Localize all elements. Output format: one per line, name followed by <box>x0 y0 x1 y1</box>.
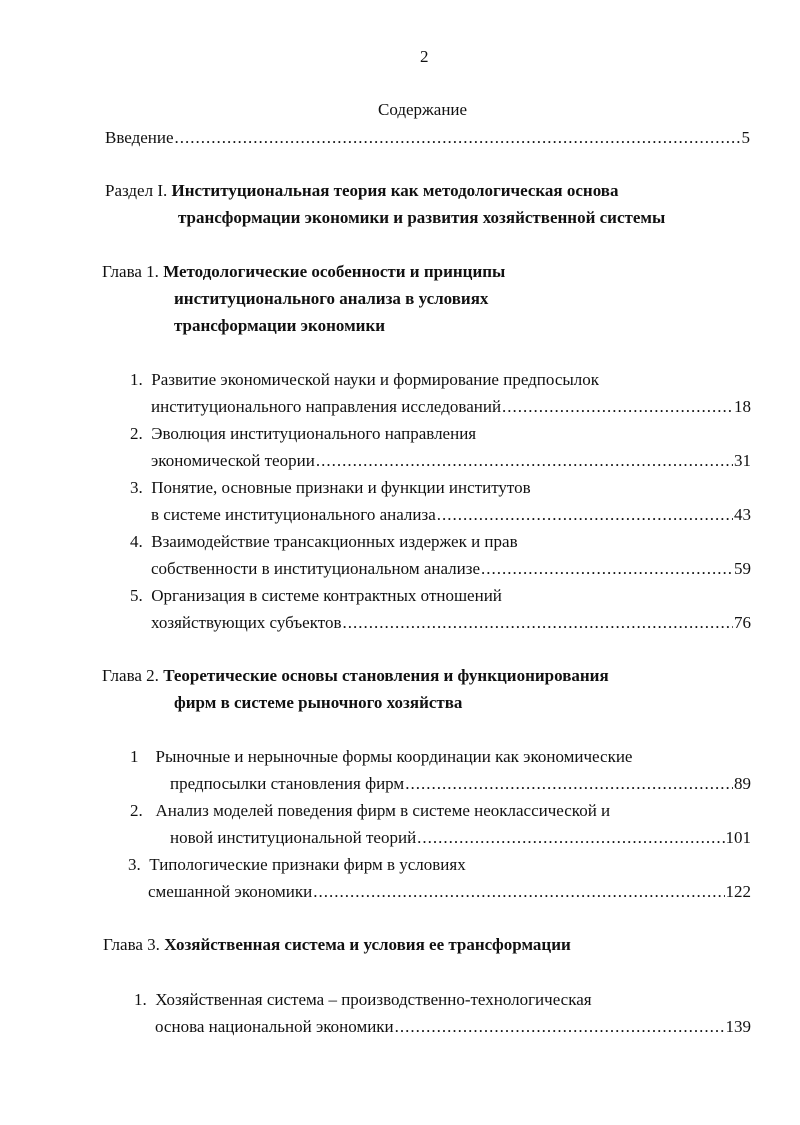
toc-item-page: 139 <box>725 1017 751 1036</box>
dot-leader <box>417 828 724 848</box>
chapter3-title: Хозяйственная система и условия ее трансформации <box>164 935 571 954</box>
toc-item-line2: хозяйствующих субъектов <box>151 613 342 632</box>
toc-item <box>130 532 518 552</box>
toc-item-line1: Развитие экономической науки и формирование предпосылок <box>151 370 600 389</box>
toc-item-line2: новой институциональной теорий <box>170 828 417 847</box>
toc-item-line1: Понятие, основные признаки и функции институтов <box>151 478 531 497</box>
toc-item <box>128 855 466 875</box>
toc-item <box>130 370 599 390</box>
section-title-line1: Институциональная теория как методологическая основа <box>171 181 619 200</box>
dot-leader <box>342 613 733 633</box>
toc-item-line1: Взаимодействие трансакционных издержек и прав <box>151 532 518 551</box>
toc-item-page: 89 <box>734 774 751 793</box>
toc-item-line1: Типологические признаки фирм в условиях <box>149 855 466 874</box>
chapter1-title-line3: трансформации экономики <box>174 316 386 335</box>
toc-item-line1: Хозяйственная система – производственно-технологическая <box>155 990 592 1009</box>
toc-item-page: 101 <box>725 828 751 847</box>
toc-entry-label: Введение <box>105 128 174 147</box>
dot-leader <box>395 1017 725 1037</box>
toc-item <box>130 478 531 498</box>
toc-item-line2: смешанной экономики <box>148 882 313 901</box>
toc-item-line2: экономической теории <box>151 451 315 470</box>
toc-entry-page: 5 <box>741 128 750 147</box>
chapter2-title-line2: фирм в системе рыночного хозяйства <box>174 693 463 712</box>
toc-item-line1: Анализ моделей поведения фирм в системе неоклассической и <box>155 801 611 820</box>
page-number: 2 <box>420 47 429 66</box>
toc-item <box>130 586 502 606</box>
toc-item-line1: Организация в системе контрактных отношений <box>151 586 502 605</box>
toc-item-number: 5. <box>130 586 143 605</box>
dot-leader <box>437 505 733 525</box>
section-heading <box>105 181 618 201</box>
toc-item <box>134 990 592 1010</box>
toc-item-number: 4. <box>130 532 143 551</box>
chapter2-heading <box>102 666 609 686</box>
toc-item-leader <box>151 451 751 471</box>
toc-item-number: 1. <box>134 990 147 1009</box>
toc-item <box>130 424 476 444</box>
toc-item-leader <box>151 613 751 633</box>
toc-item-leader <box>170 828 751 848</box>
toc-item-line2: собственности в институциональном анализе <box>151 559 481 578</box>
toc-entry-intro <box>105 128 750 148</box>
chapter2-title-line1: Теоретические основы становления и функционирования <box>163 666 609 685</box>
toc-item-number: 3. <box>128 855 141 874</box>
dot-leader <box>481 559 733 579</box>
chapter2-prefix: Глава 2. <box>102 666 159 685</box>
toc-item-page: 43 <box>734 505 751 524</box>
toc-item-leader <box>170 774 751 794</box>
toc-item-line2: предпосылки становления фирм <box>170 774 405 793</box>
toc-item-line2: в системе институционального анализа <box>151 505 436 524</box>
toc-item-leader <box>151 505 751 525</box>
toc-item <box>130 747 632 767</box>
section-title-line2: трансформации экономики и развития хозяйственной системы <box>178 208 666 227</box>
toc-item-page: 31 <box>734 451 751 470</box>
dot-leader <box>313 882 724 902</box>
toc-item-leader <box>148 882 751 902</box>
toc-item-page: 59 <box>734 559 751 578</box>
chapter1-heading <box>102 262 505 282</box>
toc-item-page: 76 <box>734 613 751 632</box>
toc-item-number: 2. <box>130 801 143 820</box>
dot-leader <box>405 774 733 794</box>
toc-item-line2: основа национальной экономики <box>155 1017 394 1036</box>
toc-item-line1: Эволюция институционального направления <box>151 424 477 443</box>
toc-item-leader <box>151 559 751 579</box>
toc-item-page: 122 <box>725 882 751 901</box>
section-prefix: Раздел I. <box>105 181 168 200</box>
toc-item-line1: Рыночные и нерыночные формы координации как экономические <box>155 747 633 766</box>
chapter3-heading <box>103 935 571 955</box>
toc-item-page: 18 <box>734 397 751 416</box>
dot-leader <box>175 128 741 148</box>
chapter1-prefix: Глава 1. <box>102 262 159 281</box>
toc-item-number: 1 <box>130 747 139 766</box>
toc-item-number: 1. <box>130 370 143 389</box>
toc-item-leader <box>151 397 751 417</box>
chapter3-prefix: Глава 3. <box>103 935 160 954</box>
toc-item-number: 2. <box>130 424 143 443</box>
chapter1-title-line1: Методологические особенности и принципы <box>163 262 506 281</box>
toc-item-number: 3. <box>130 478 143 497</box>
toc-title: Содержание <box>378 100 468 119</box>
toc-item <box>130 801 610 821</box>
toc-item-line2: институционального направления исследований <box>151 397 502 416</box>
toc-item-leader <box>155 1017 751 1037</box>
dot-leader <box>316 451 733 471</box>
chapter1-title-line2: институционального анализа в условиях <box>174 289 489 308</box>
dot-leader <box>502 397 733 417</box>
